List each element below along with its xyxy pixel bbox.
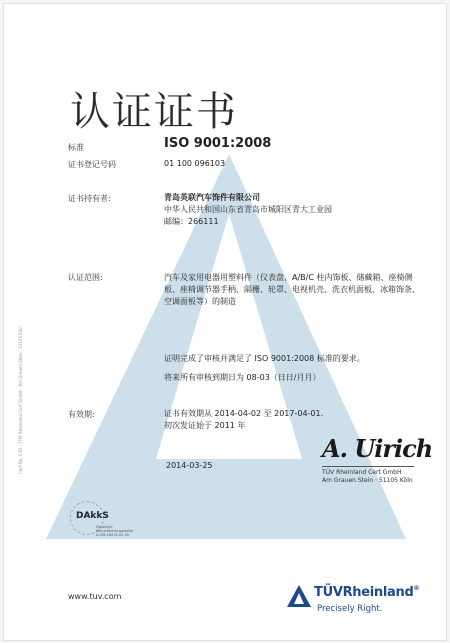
- brand-text: TÜVRheinland: [314, 585, 414, 600]
- issue-date: 2014-03-25: [166, 461, 213, 470]
- certificate-title: 认证证书: [70, 89, 238, 135]
- issuer-address: Am Grauen Stein · 51105 Köln: [322, 477, 413, 484]
- holder-name: 青岛英联汽车饰件有限公司: [164, 193, 260, 202]
- standard-value: ISO 9001:2008: [164, 136, 272, 151]
- holder-label: 证书持有者:: [68, 194, 111, 203]
- validity-period: 证书有效期从 2014-04-02 至 2017-04-01.: [164, 409, 324, 418]
- scope-label: 认证范围:: [68, 273, 103, 282]
- brand-registered-mark: ®: [413, 585, 420, 592]
- signature-line: [322, 466, 414, 467]
- holder-address: 中华人民共和国山东省青岛市城阳区青大工业园: [164, 205, 332, 214]
- validity-label: 有效期:: [68, 410, 95, 419]
- issuer-block: [322, 469, 413, 485]
- dakks-subtext: [96, 525, 133, 537]
- dakks-line1: Deutsche: [96, 525, 113, 529]
- dakks-name: DAkkS: [76, 511, 109, 521]
- audit-due-date: 将来所有审核到期日为 08-03（日日/月月）: [164, 373, 321, 382]
- dakks-line3: D-ZM-16031-04-00: [96, 533, 130, 537]
- tuv-triangle-icon: [286, 584, 312, 608]
- brand-slogan: Precisely Right.: [317, 604, 383, 614]
- certificate-sheet: [3, 3, 447, 641]
- registration-label: 证书登记号码: [68, 160, 116, 169]
- issuer-name: TÜV Rheinland Cert GmbH: [322, 469, 402, 476]
- standard-label: 标准: [68, 143, 84, 152]
- holder-postcode: 邮编：266111: [164, 217, 219, 226]
- dakks-line2: Akkreditierungsstelle: [96, 529, 134, 533]
- compliance-statement: 证明完成了审核并满足了 ISO 9001:2008 标准的要求。: [164, 354, 365, 363]
- scope-text: 汽车及家用电器用塑料件（仪表盘、A/B/C 柱内饰板、储藏箱、座椅侧板、座椅调节器手柄、隔栅、轮罩、电视机壳、洗衣机面板、冰箱饰条、空调面板等）的制造: [164, 273, 420, 306]
- signature: A. Uirich: [322, 434, 433, 463]
- first-issue: 初次发证始于 2011 年: [164, 421, 246, 430]
- brand-name: [314, 585, 419, 600]
- dakks-accreditation-logo: [70, 501, 136, 541]
- website-link[interactable]: www.tuv.com: [68, 592, 122, 601]
- registration-number: 01 100 096103: [164, 159, 226, 168]
- side-note: Cert No. 1-01 · TÜV Rheinland Cert GmbH · Am Grauen Stein · 51105 Köln: [18, 326, 23, 474]
